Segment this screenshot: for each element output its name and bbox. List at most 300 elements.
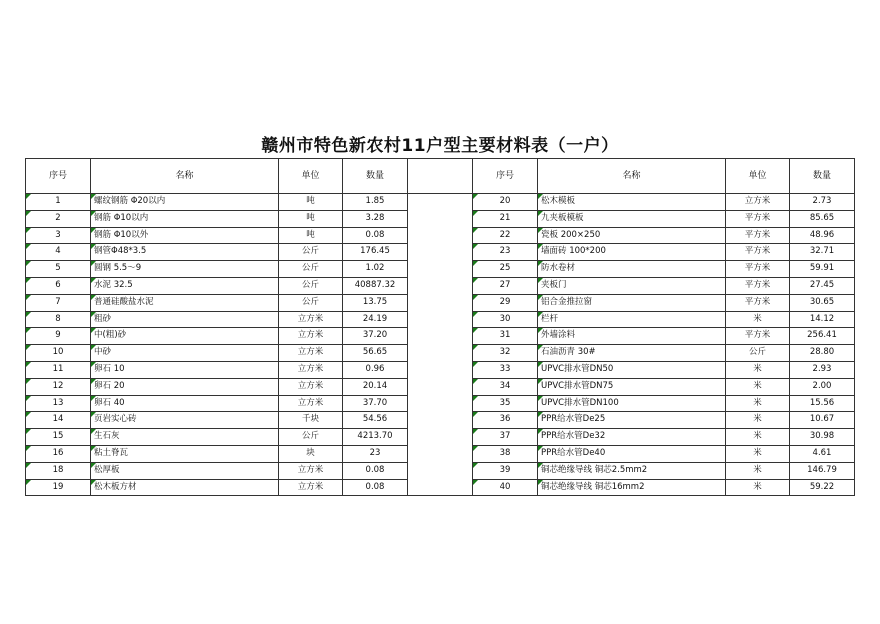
cell-name <box>91 277 279 294</box>
table-row <box>26 244 855 261</box>
cell-unit <box>726 194 790 211</box>
cell-text: 11 <box>52 363 64 374</box>
cell-qty <box>790 244 855 261</box>
cell-text: 16 <box>52 447 64 458</box>
header-unit-right: 单位 <box>726 159 790 194</box>
cell-text: 2.00 <box>812 380 832 391</box>
cell-marker-icon <box>538 412 543 417</box>
cell-qty <box>790 194 855 211</box>
cell-no <box>473 345 538 362</box>
cell-text: 3.28 <box>365 212 385 223</box>
cell-text: 松厚板 <box>94 464 120 475</box>
cell-marker-icon <box>538 244 543 249</box>
cell-text: 石油沥青 30# <box>541 347 596 358</box>
cell-unit <box>279 277 343 294</box>
cell-text: 平方米 <box>744 212 771 223</box>
cell-text: 吨 <box>306 229 315 240</box>
cell-no <box>26 311 91 328</box>
cell-marker-icon <box>473 396 478 401</box>
cell-text: 米 <box>753 313 762 324</box>
cell-name <box>538 395 726 412</box>
cell-unit <box>279 378 343 395</box>
cell-qty <box>790 378 855 395</box>
cell-name <box>91 395 279 412</box>
cell-unit <box>726 261 790 278</box>
cell-unit <box>279 210 343 227</box>
cell-text: 37.70 <box>362 397 388 408</box>
cell-marker-icon <box>538 362 543 367</box>
header-no-left: 序号 <box>26 159 91 194</box>
cell-unit <box>279 227 343 244</box>
cell-unit <box>279 412 343 429</box>
cell-marker-icon <box>91 228 96 233</box>
cell-marker-icon <box>26 194 31 199</box>
cell-marker-icon <box>473 194 478 199</box>
cell-marker-icon <box>473 312 478 317</box>
cell-name <box>91 244 279 261</box>
cell-text: 米 <box>753 397 762 408</box>
cell-unit <box>726 294 790 311</box>
cell-marker-icon <box>473 261 478 266</box>
cell-name <box>538 227 726 244</box>
column-gap <box>408 345 473 362</box>
table-row <box>26 227 855 244</box>
cell-text: 30.65 <box>809 296 835 307</box>
cell-text: UPVC排水管DN50 <box>541 363 614 374</box>
header-qty-left: 数量 <box>343 159 408 194</box>
cell-marker-icon <box>26 244 31 249</box>
cell-marker-icon <box>26 228 31 233</box>
cell-unit <box>279 328 343 345</box>
cell-marker-icon <box>91 278 96 283</box>
cell-unit <box>279 429 343 446</box>
cell-text: 13.75 <box>362 296 388 307</box>
cell-qty <box>343 261 408 278</box>
cell-text: 2.73 <box>812 196 832 206</box>
cell-marker-icon <box>538 480 543 485</box>
cell-no <box>26 294 91 311</box>
cell-text: 平方米 <box>744 279 771 290</box>
cell-name <box>91 345 279 362</box>
cell-text: 56.65 <box>362 347 388 358</box>
cell-name <box>91 429 279 446</box>
cell-unit <box>726 311 790 328</box>
cell-marker-icon <box>26 278 31 283</box>
cell-name <box>538 277 726 294</box>
cell-text: 29 <box>499 296 511 307</box>
cell-text: 34 <box>499 380 511 391</box>
cell-text: 1.02 <box>365 263 385 274</box>
cell-text: 13 <box>52 397 64 408</box>
column-gap <box>408 429 473 446</box>
cell-text: 48.96 <box>809 229 835 240</box>
cell-text: 墙面砖 100*200 <box>541 246 606 257</box>
table-row <box>26 328 855 345</box>
cell-text: 15 <box>52 431 64 442</box>
cell-text: 公斤 <box>301 246 319 257</box>
cell-qty <box>343 445 408 462</box>
cell-text: 32.71 <box>809 246 835 257</box>
cell-no <box>473 244 538 261</box>
cell-marker-icon <box>26 362 31 367</box>
cell-unit <box>279 294 343 311</box>
cell-qty <box>790 462 855 479</box>
cell-text: 螺纹钢筋 Φ20以内 <box>94 196 166 206</box>
cell-text: 米 <box>753 380 762 391</box>
cell-marker-icon <box>26 328 31 333</box>
column-gap <box>408 227 473 244</box>
cell-marker-icon <box>538 463 543 468</box>
cell-text: 钢筋 Φ10以内 <box>94 212 149 223</box>
cell-text: 37 <box>499 431 511 442</box>
column-gap <box>408 261 473 278</box>
cell-no <box>473 429 538 446</box>
cell-name <box>91 194 279 211</box>
cell-text: 5 <box>55 263 61 274</box>
cell-text: 14 <box>52 414 64 425</box>
cell-name <box>538 479 726 496</box>
cell-text: UPVC排水管DN100 <box>541 397 619 408</box>
cell-text: 立方米 <box>744 196 771 206</box>
cell-text: 23 <box>369 447 381 458</box>
cell-qty <box>343 294 408 311</box>
cell-text: 0.96 <box>365 363 385 374</box>
cell-text: 19 <box>52 481 64 492</box>
table-row <box>26 378 855 395</box>
cell-qty <box>343 210 408 227</box>
cell-text: 卵石 10 <box>94 363 125 374</box>
cell-marker-icon <box>538 194 543 199</box>
cell-qty <box>790 395 855 412</box>
cell-text: 平方米 <box>744 263 771 274</box>
cell-text: 10.67 <box>809 414 835 425</box>
cell-name <box>538 345 726 362</box>
cell-no <box>26 261 91 278</box>
cell-text: 平方米 <box>744 246 771 257</box>
cell-marker-icon <box>91 396 96 401</box>
table-row <box>26 210 855 227</box>
column-gap <box>408 159 473 194</box>
cell-marker-icon <box>26 480 31 485</box>
cell-qty <box>790 210 855 227</box>
cell-text: 39 <box>499 464 511 475</box>
cell-unit <box>279 479 343 496</box>
column-gap <box>408 445 473 462</box>
cell-unit <box>726 328 790 345</box>
cell-marker-icon <box>26 396 31 401</box>
cell-text: 1 <box>55 196 61 206</box>
cell-text: 4.61 <box>812 447 832 458</box>
cell-no <box>473 462 538 479</box>
table-row <box>26 194 855 211</box>
header-row <box>26 159 855 194</box>
cell-no <box>26 227 91 244</box>
cell-marker-icon <box>538 446 543 451</box>
cell-no <box>26 277 91 294</box>
cell-text: 防水卷材 <box>541 263 576 274</box>
cell-text: 2 <box>55 212 61 223</box>
cell-text: 千块 <box>301 414 319 425</box>
cell-no <box>26 194 91 211</box>
cell-no <box>473 294 538 311</box>
cell-text: 米 <box>753 464 762 475</box>
cell-name <box>538 261 726 278</box>
cell-name <box>91 412 279 429</box>
cell-text: 25 <box>499 263 511 274</box>
cell-name <box>91 227 279 244</box>
cell-marker-icon <box>473 345 478 350</box>
cell-no <box>473 311 538 328</box>
cell-text: 公斤 <box>301 263 319 274</box>
cell-unit <box>726 395 790 412</box>
cell-unit <box>726 345 790 362</box>
cell-unit <box>726 479 790 496</box>
table-row <box>26 412 855 429</box>
cell-text: 20.14 <box>362 380 388 391</box>
header-name-right: 名称 <box>538 159 726 194</box>
cell-marker-icon <box>473 463 478 468</box>
cell-text: 立方米 <box>297 481 324 492</box>
cell-marker-icon <box>538 345 543 350</box>
cell-qty <box>343 244 408 261</box>
cell-text: 米 <box>753 431 762 442</box>
cell-name <box>538 445 726 462</box>
cell-text: 146.79 <box>807 464 837 475</box>
cell-marker-icon <box>91 379 96 384</box>
cell-marker-icon <box>26 211 31 216</box>
cell-text: 平方米 <box>744 229 771 240</box>
cell-qty <box>790 479 855 496</box>
cell-unit <box>279 462 343 479</box>
cell-text: 176.45 <box>360 246 390 257</box>
cell-marker-icon <box>26 312 31 317</box>
cell-marker-icon <box>538 429 543 434</box>
cell-marker-icon <box>473 228 478 233</box>
cell-no <box>473 479 538 496</box>
cell-name <box>538 294 726 311</box>
table-row <box>26 277 855 294</box>
cell-text: 59.22 <box>809 481 835 492</box>
cell-qty <box>343 277 408 294</box>
cell-text: 3 <box>55 229 61 240</box>
cell-name <box>91 328 279 345</box>
cell-text: 30.98 <box>809 431 835 442</box>
cell-text: 立方米 <box>297 397 324 408</box>
cell-text: 21 <box>499 212 511 223</box>
cell-marker-icon <box>538 396 543 401</box>
cell-text: 夹板门 <box>541 279 567 290</box>
cell-text: 20 <box>499 196 511 206</box>
cell-qty <box>343 361 408 378</box>
cell-no <box>473 412 538 429</box>
cell-qty <box>790 445 855 462</box>
header-qty-right: 数量 <box>790 159 855 194</box>
cell-text: 27.45 <box>809 279 835 290</box>
cell-no <box>26 210 91 227</box>
cell-marker-icon <box>473 278 478 283</box>
page-title: 赣州市特色新农村11户型主要材料表（一户） <box>261 136 619 156</box>
cell-text: 九夹板模板 <box>541 212 584 223</box>
cell-text: 公斤 <box>748 347 766 358</box>
cell-text: PPR给水管De25 <box>541 414 606 425</box>
cell-marker-icon <box>538 211 543 216</box>
cell-no <box>26 412 91 429</box>
cell-marker-icon <box>91 211 96 216</box>
cell-unit <box>279 361 343 378</box>
cell-text: 22 <box>499 229 511 240</box>
cell-marker-icon <box>91 412 96 417</box>
table-row <box>26 294 855 311</box>
cell-qty <box>343 395 408 412</box>
cell-text: 30 <box>499 313 511 324</box>
cell-text: 38 <box>499 447 511 458</box>
cell-text: 铜芯绝缘导线 铜芯2.5mm2 <box>541 464 648 475</box>
cell-text: 40887.32 <box>354 279 396 290</box>
cell-marker-icon <box>538 228 543 233</box>
cell-text: 54.56 <box>362 414 388 425</box>
cell-text: 23 <box>499 246 511 257</box>
column-gap <box>408 378 473 395</box>
cell-text: 钢管Φ48*3.5 <box>94 246 147 257</box>
cell-marker-icon <box>26 446 31 451</box>
cell-marker-icon <box>473 211 478 216</box>
cell-qty <box>343 378 408 395</box>
cell-name <box>538 328 726 345</box>
cell-no <box>26 445 91 462</box>
cell-unit <box>279 445 343 462</box>
cell-text: 24.19 <box>362 313 388 324</box>
cell-text: 27 <box>499 279 511 290</box>
table-row <box>26 429 855 446</box>
cell-unit <box>279 261 343 278</box>
cell-name <box>91 311 279 328</box>
cell-no <box>26 479 91 496</box>
cell-no <box>473 445 538 462</box>
cell-text: 公斤 <box>301 279 319 290</box>
cell-text: 米 <box>753 414 762 425</box>
cell-qty <box>790 277 855 294</box>
cell-text: 36 <box>499 414 511 425</box>
cell-name <box>91 378 279 395</box>
cell-marker-icon <box>26 261 31 266</box>
cell-qty <box>343 194 408 211</box>
cell-no <box>26 361 91 378</box>
cell-marker-icon <box>91 362 96 367</box>
cell-marker-icon <box>473 295 478 300</box>
cell-text: 栏杆 <box>541 313 559 324</box>
cell-name <box>538 210 726 227</box>
cell-marker-icon <box>26 295 31 300</box>
cell-text: 4 <box>55 246 61 257</box>
cell-text: 0.08 <box>365 464 385 475</box>
cell-marker-icon <box>538 261 543 266</box>
cell-marker-icon <box>538 379 543 384</box>
cell-qty <box>790 345 855 362</box>
cell-name <box>538 462 726 479</box>
cell-no <box>473 261 538 278</box>
table-row <box>26 261 855 278</box>
cell-text: 米 <box>753 363 762 374</box>
cell-text: 公斤 <box>301 431 319 442</box>
cell-text: UPVC排水管DN75 <box>541 380 614 391</box>
cell-marker-icon <box>91 244 96 249</box>
cell-no <box>26 429 91 446</box>
cell-qty <box>343 328 408 345</box>
cell-text: 水泥 32.5 <box>94 279 133 290</box>
cell-marker-icon <box>473 480 478 485</box>
cell-qty <box>790 361 855 378</box>
cell-marker-icon <box>91 312 96 317</box>
cell-no <box>473 378 538 395</box>
cell-marker-icon <box>26 345 31 350</box>
cell-name <box>91 261 279 278</box>
cell-name <box>91 294 279 311</box>
cell-unit <box>726 445 790 462</box>
cell-name <box>538 412 726 429</box>
cell-text: 32 <box>499 347 511 358</box>
cell-text: 铝合金推拉窗 <box>541 296 593 307</box>
cell-no <box>473 227 538 244</box>
cell-text: 立方米 <box>297 347 324 358</box>
cell-text: 吨 <box>306 212 315 223</box>
cell-text: 18 <box>52 464 64 475</box>
table-row <box>26 361 855 378</box>
cell-name <box>538 429 726 446</box>
cell-marker-icon <box>26 463 31 468</box>
header-no-right: 序号 <box>473 159 538 194</box>
cell-text: 外墙涂料 <box>541 330 576 341</box>
cell-text: 卵石 40 <box>94 397 125 408</box>
cell-marker-icon <box>91 194 96 199</box>
cell-no <box>473 395 538 412</box>
cell-name <box>538 378 726 395</box>
column-gap <box>408 328 473 345</box>
cell-text: 平方米 <box>744 330 771 341</box>
cell-unit <box>279 345 343 362</box>
cell-no <box>26 378 91 395</box>
header-unit-left: 单位 <box>279 159 343 194</box>
cell-no <box>26 345 91 362</box>
cell-unit <box>726 227 790 244</box>
cell-text: 0.08 <box>365 481 385 492</box>
cell-unit <box>726 277 790 294</box>
cell-text: 6 <box>55 279 61 290</box>
cell-text: 4213.70 <box>357 431 393 442</box>
cell-no <box>473 328 538 345</box>
column-gap <box>408 479 473 496</box>
cell-text: 12 <box>52 380 64 391</box>
cell-qty <box>790 261 855 278</box>
cell-marker-icon <box>538 295 543 300</box>
cell-text: 35 <box>499 397 511 408</box>
header-name-left: 名称 <box>91 159 279 194</box>
column-gap <box>408 395 473 412</box>
cell-name <box>91 445 279 462</box>
cell-text: 1.85 <box>365 196 385 206</box>
table-row <box>26 462 855 479</box>
cell-text: 7 <box>55 296 61 307</box>
cell-qty <box>343 412 408 429</box>
cell-text: 中(粗)砂 <box>94 330 127 341</box>
cell-text: 立方米 <box>297 330 324 341</box>
materials-table <box>25 158 855 496</box>
cell-name <box>538 311 726 328</box>
cell-qty <box>343 429 408 446</box>
cell-marker-icon <box>91 463 96 468</box>
table-row <box>26 395 855 412</box>
cell-marker-icon <box>538 278 543 283</box>
cell-marker-icon <box>538 328 543 333</box>
